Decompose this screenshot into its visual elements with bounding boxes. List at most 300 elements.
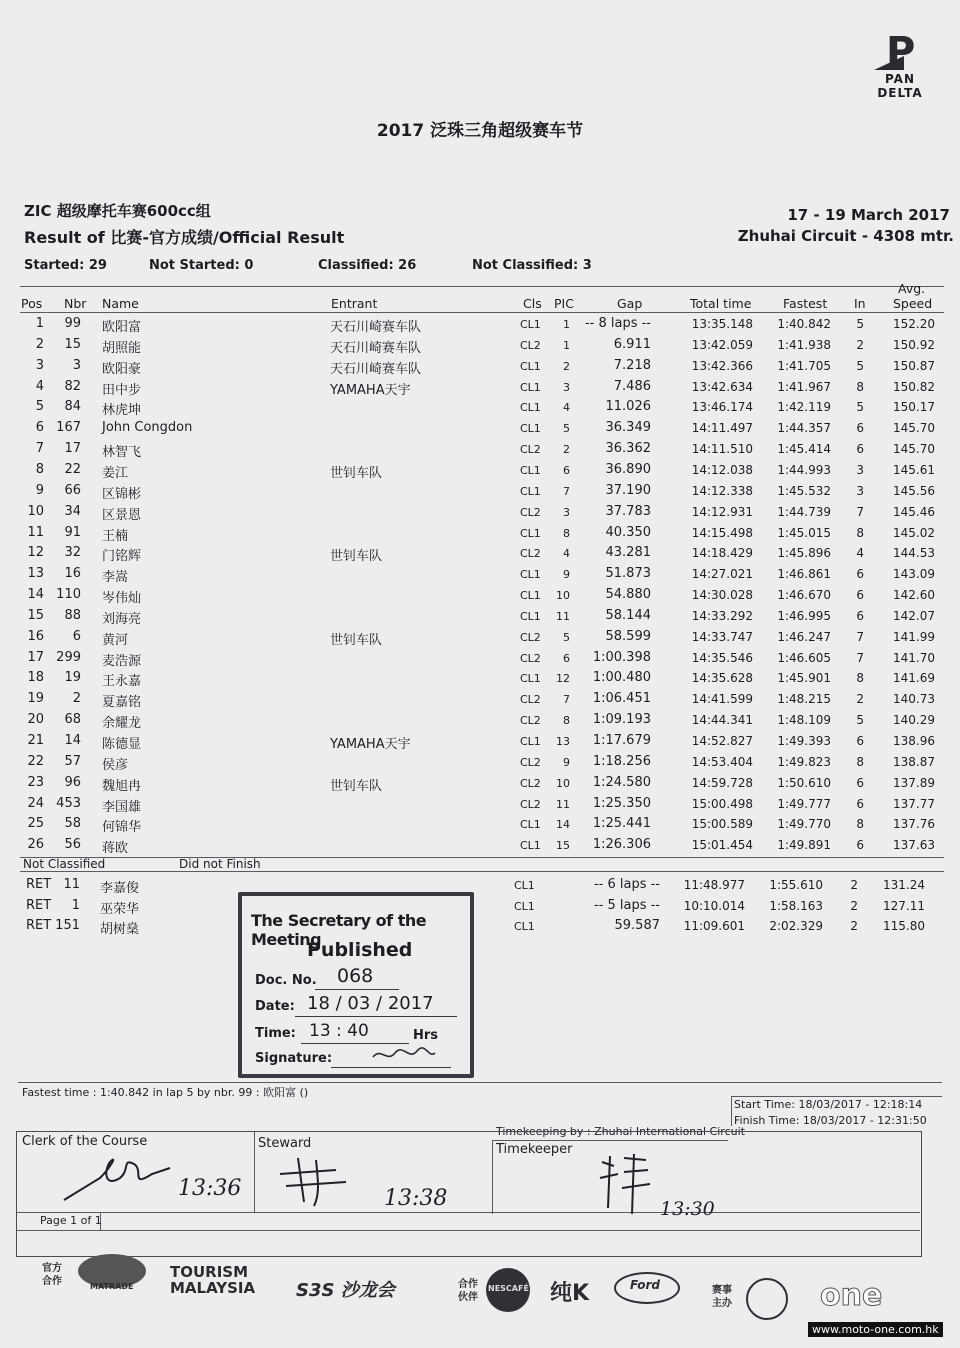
matrade-label: MATRADE: [90, 1282, 134, 1291]
result-pic: 5: [563, 422, 570, 436]
result-fastest: 1:46.670: [777, 588, 831, 603]
nc-fastest: 1:58.163: [769, 898, 823, 913]
result-lap: 3: [856, 462, 864, 477]
result-speed: 142.60: [893, 588, 935, 603]
event-date: 17 - 19 March 2017: [787, 206, 950, 224]
result-fastest: 1:45.901: [777, 671, 831, 686]
result-pic: 5: [563, 630, 570, 644]
result-pos: 5: [35, 399, 44, 415]
result-nbr: 99: [64, 316, 81, 331]
result-fastest: 1:42.119: [777, 400, 831, 415]
result-gap: 1:17.679: [592, 733, 651, 748]
nc-speed: 115.80: [883, 919, 925, 933]
result-speed: 145.61: [893, 462, 935, 477]
result-gap: 1:09.193: [592, 712, 651, 728]
result-speed: 137.89: [893, 775, 935, 790]
result-nbr: 34: [64, 503, 81, 519]
result-speed: 137.63: [893, 838, 935, 853]
result-fastest: 1:45.896: [777, 546, 831, 561]
result-gap: 51.873: [605, 566, 651, 582]
result-lap: 8: [856, 754, 864, 769]
result-pic: 2: [563, 443, 570, 457]
result-nbr: 19: [64, 670, 81, 686]
result-speed: 150.92: [893, 337, 935, 352]
result-fastest: 1:49.770: [777, 817, 831, 832]
result-lap: 3: [856, 483, 864, 498]
result-cls: CL2: [520, 651, 541, 665]
col-pos: Pos: [21, 296, 43, 311]
result-cls: CL1: [520, 818, 541, 832]
result-pos: 8: [35, 461, 44, 477]
result-total: 14:35.546: [691, 650, 753, 665]
result-nbr: 84: [64, 399, 81, 415]
result-lap: 5: [856, 713, 864, 728]
result-gap: 54.880: [605, 587, 651, 603]
result-pos: 17: [27, 649, 44, 665]
result-total: 14:12.931: [691, 504, 753, 519]
result-pos: 16: [27, 628, 44, 644]
result-row: [0, 522, 960, 543]
result-cls: CL1: [520, 735, 541, 748]
pan-delta-logo: [860, 22, 940, 100]
result-total: 14:35.628: [691, 671, 753, 686]
result-pic: 15: [556, 839, 570, 853]
pan-delta-mark-icon: P: [872, 22, 928, 70]
result-row: [0, 709, 960, 730]
organizer-logo-icon: [746, 1278, 788, 1320]
result-cls: CL2: [520, 797, 541, 811]
result-speed: 150.82: [893, 379, 935, 394]
result-nbr: 22: [64, 461, 81, 477]
result-lap: 4: [856, 546, 864, 561]
result-gap: 1:18.256: [592, 753, 651, 769]
result-pic: 7: [563, 693, 570, 707]
result-name: 麦浩源: [102, 653, 142, 669]
result-name: 魏旭冉: [102, 778, 142, 794]
stamp-line2: Published: [307, 939, 413, 961]
result-total: 15:01.454: [691, 838, 753, 853]
stat-started: Started: 29: [24, 258, 107, 273]
result-cls: CL1: [520, 380, 541, 394]
steward-label: Steward: [258, 1136, 312, 1151]
result-fastest: 1:50.610: [777, 775, 831, 790]
result-fastest: 1:49.891: [777, 838, 831, 853]
result-fastest: 1:41.938: [777, 337, 831, 352]
result-nbr: 32: [64, 545, 81, 561]
result-speed: 138.87: [893, 754, 935, 769]
result-gap: 58.599: [605, 628, 651, 644]
result-pic: 1: [563, 338, 570, 352]
result-pos: 18: [27, 670, 44, 686]
result-row: [0, 313, 960, 334]
result-fastest: 1:49.393: [777, 734, 831, 748]
result-fastest: 1:46.861: [777, 567, 831, 582]
result-name: 王永嘉: [102, 674, 142, 690]
result-name: 林虎坤: [102, 403, 142, 419]
result-name: 刘海亮: [102, 611, 142, 627]
result-gap: -- 8 laps --: [584, 316, 651, 331]
result-speed: 141.70: [893, 650, 935, 665]
result-total: 14:52.827: [691, 734, 753, 748]
result-total: 15:00.498: [691, 796, 753, 811]
result-total: 14:27.021: [691, 567, 753, 582]
result-total: 13:46.174: [691, 400, 753, 415]
nc-lap: 2: [850, 878, 858, 892]
result-total: 13:42.059: [691, 337, 753, 352]
result-speed: 137.77: [893, 796, 935, 811]
result-speed: 145.70: [893, 442, 935, 457]
result-nbr: 167: [56, 420, 81, 436]
result-pos: 26: [27, 837, 44, 853]
result-pos: 23: [27, 774, 44, 790]
result-speed: 145.70: [893, 421, 935, 436]
result-speed: 138.96: [893, 734, 935, 748]
result-row: [0, 334, 960, 355]
result-row: [0, 396, 960, 417]
result-cls: CL1: [520, 484, 541, 498]
col-speed: Speed: [893, 296, 933, 311]
stamp-signature-icon: [369, 1043, 439, 1067]
result-total: 14:12.338: [691, 483, 753, 498]
result-row: [0, 834, 960, 855]
result-nbr: 88: [64, 607, 81, 623]
result-row: [0, 667, 960, 688]
page-title: 2017 泛珠三角超级赛车节: [376, 121, 584, 141]
result-fastest: 1:44.739: [777, 504, 831, 519]
result-name: 区锦彬: [102, 486, 142, 502]
result-fastest: 1:44.993: [777, 462, 831, 477]
result-nbr: 68: [64, 712, 81, 728]
result-gap: 1:06.451: [592, 691, 651, 707]
result-fastest: 1:44.357: [777, 421, 831, 436]
fastest-time-note: Fastest time : 1:40.842 in lap 5 by nbr. 99 : 欧阳富 (): [22, 1086, 309, 1099]
result-fastest: 1:41.967: [777, 379, 831, 394]
moto-one-watermark-icon: one: [820, 1278, 883, 1313]
nc-lap: 2: [850, 898, 858, 913]
timekeeping-by: Timekeeping by : Zhuhai International Circuit: [496, 1125, 745, 1138]
col-lap: In: [854, 296, 866, 311]
result-gap: 37.190: [605, 482, 651, 498]
result-lap: 6: [856, 734, 864, 748]
result-gap: 1:24.580: [592, 774, 651, 790]
col-gap: Gap: [617, 296, 643, 311]
result-pos: 20: [27, 712, 44, 728]
result-speed: 143.09: [893, 567, 935, 582]
result-cls: CL2: [520, 338, 541, 352]
result-cls: CL1: [520, 839, 541, 853]
result-pos: 19: [27, 691, 44, 707]
nc-fastest: 1:55.610: [769, 878, 823, 892]
stat-not-classified: Not Classified: 3: [472, 258, 592, 273]
nc-nbr: 1: [71, 897, 80, 913]
nc-total: 11:09.601: [683, 919, 745, 933]
result-row: [0, 501, 960, 522]
result-fastest: 1:41.705: [777, 358, 831, 373]
result-lap: 6: [856, 796, 864, 811]
result-pic: 3: [563, 380, 570, 394]
steward-signature-icon: [276, 1150, 366, 1210]
result-pic: 9: [563, 568, 570, 582]
nc-pos: RET: [26, 897, 52, 913]
result-pos: 12: [27, 545, 44, 561]
result-row: [0, 813, 960, 834]
result-gap: 7.218: [613, 357, 651, 373]
result-cls: CL1: [520, 609, 541, 623]
result-pic: 1: [563, 318, 570, 331]
result-pic: 8: [563, 714, 570, 728]
nc-name: 胡树燊: [100, 922, 140, 937]
secretary-stamp: [238, 892, 474, 1078]
result-cls: CL2: [520, 505, 541, 519]
result-row: [0, 459, 960, 480]
result-fastest: 1:40.842: [777, 317, 831, 331]
result-name: 姜江: [102, 465, 129, 481]
result-row: [0, 730, 960, 751]
stat-not-started: Not Started: 0: [149, 258, 254, 273]
nc-nbr: 11: [63, 877, 80, 892]
result-cls: CL1: [520, 526, 541, 540]
result-pos: 1: [35, 316, 44, 331]
result-name: 李国雄: [102, 799, 142, 815]
result-lap: 6: [856, 608, 864, 623]
result-pic: 11: [556, 609, 570, 623]
col-entrant: Entrant: [331, 296, 378, 311]
result-lap: 6: [856, 838, 864, 853]
ford-label: Ford: [630, 1278, 661, 1292]
result-cls: CL2: [520, 776, 541, 790]
timekeeper-label: Timekeeper: [496, 1142, 573, 1157]
result-name: 余耀龙: [102, 716, 142, 732]
nc-pos: RET: [26, 877, 52, 892]
result-lap: 8: [856, 379, 864, 394]
result-pos: 9: [35, 482, 44, 498]
result-name: 陈德显: [102, 737, 142, 752]
result-fastest: 1:45.532: [777, 483, 831, 498]
result-name: 门铭辉: [102, 549, 142, 565]
result-lap: 8: [856, 817, 864, 832]
result-lap: 7: [856, 504, 864, 519]
result-pos: 24: [27, 795, 44, 811]
result-name: John Congdon: [102, 420, 193, 436]
stamp-date-value: 18 / 03 / 2017: [307, 993, 434, 1014]
result-total: 14:33.292: [691, 608, 753, 623]
result-lap: 2: [856, 692, 864, 707]
result-cls: CL1: [520, 463, 541, 477]
result-total: 14:59.728: [691, 775, 753, 790]
result-nbr: 66: [64, 482, 81, 498]
result-speed: 145.46: [893, 504, 935, 519]
pure-k-logo: 纯K: [550, 1281, 590, 1306]
result-speed: 150.87: [893, 358, 935, 373]
stamp-signature-label: Signature:: [255, 1051, 333, 1066]
result-gap: 1:26.306: [592, 837, 651, 853]
result-cls: CL2: [520, 443, 541, 457]
nc-name: 李嘉俊: [100, 881, 140, 896]
result-gap: 37.783: [605, 503, 651, 519]
result-entrant: YAMAHA天宇: [330, 382, 411, 398]
result-cls: CL1: [520, 318, 541, 331]
result-gap: 1:25.441: [592, 816, 651, 832]
result-pic: 6: [563, 651, 570, 665]
result-pos: 4: [35, 378, 44, 394]
result-cls: CL1: [520, 568, 541, 582]
result-fastest: 1:48.215: [777, 692, 831, 707]
stamp-doc-label: Doc. No.: [255, 973, 317, 988]
tourism-malaysia-logo: TOURISM MALAYSIA: [170, 1263, 256, 1297]
result-lap: 6: [856, 442, 864, 457]
result-name: 蒋欧: [102, 841, 129, 857]
result-total: 14:53.404: [691, 754, 753, 769]
result-entrant: 世钊车队: [330, 465, 383, 481]
result-nbr: 299: [56, 649, 81, 665]
result-fastest: 1:45.414: [777, 442, 831, 457]
result-total: 14:30.028: [691, 588, 753, 603]
result-row: [0, 376, 960, 397]
result-row: [0, 417, 960, 438]
not-classified-reason: Did not Finish: [179, 857, 261, 871]
result-name: 王楠: [102, 528, 129, 544]
result-name: 林智飞: [102, 445, 142, 461]
result-total: 14:11.497: [691, 421, 753, 436]
result-pic: 9: [563, 755, 570, 769]
result-gap: 40.350: [605, 524, 651, 540]
result-pic: 4: [563, 401, 570, 415]
result-nbr: 15: [64, 336, 81, 352]
result-pos: 2: [35, 336, 44, 352]
result-pic: 7: [563, 484, 570, 498]
result-nbr: 96: [64, 774, 81, 790]
result-nbr: 17: [64, 441, 81, 457]
nc-gap: -- 5 laps --: [593, 897, 660, 913]
result-row: [0, 605, 960, 626]
nc-cls: CL1: [514, 879, 535, 892]
result-speed: 145.56: [893, 483, 935, 498]
finish-time: Finish Time: 18/03/2017 - 12:31:50: [734, 1114, 927, 1127]
nc-total: 10:10.014: [683, 898, 745, 913]
nc-gap: 59.587: [614, 918, 660, 933]
result-speed: 140.73: [893, 692, 935, 707]
result-total: 14:44.341: [691, 713, 753, 728]
result-speed: 145.02: [893, 525, 935, 540]
result-row: [0, 480, 960, 501]
result-pic: 12: [556, 672, 570, 686]
result-fastest: 1:46.605: [777, 650, 831, 665]
nc-speed: 131.24: [883, 878, 925, 892]
steward-time: 13:38: [384, 1186, 448, 1211]
col-pic: PIC: [554, 296, 574, 311]
result-entrant: 世钊车队: [330, 778, 383, 794]
result-name: 欧阳富: [102, 320, 142, 335]
result-lap: 6: [856, 775, 864, 790]
clerk-label: Clerk of the Course: [22, 1134, 148, 1149]
nc-cls: CL1: [514, 899, 535, 913]
result-pos: 3: [35, 357, 44, 373]
result-entrant: 天石川崎赛车队: [330, 320, 422, 335]
result-nbr: 14: [64, 733, 81, 748]
result-pos: 13: [27, 566, 44, 582]
result-pos: 11: [27, 524, 44, 540]
stamp-time-label: Time:: [255, 1026, 296, 1041]
result-nbr: 453: [56, 795, 81, 811]
result-nbr: 91: [64, 524, 81, 540]
col-fastest: Fastest: [783, 296, 828, 311]
col-nbr: Nbr: [64, 296, 87, 311]
result-nbr: 56: [64, 837, 81, 853]
official-partner-label: 官方 合作: [42, 1263, 62, 1287]
result-nbr: 3: [72, 357, 81, 373]
result-speed: 137.76: [893, 817, 935, 832]
result-row: [0, 793, 960, 814]
result-lap: 6: [856, 567, 864, 582]
result-gap: 36.349: [605, 420, 651, 436]
result-lap: 8: [856, 525, 864, 540]
result-cls: CL1: [520, 672, 541, 686]
result-cls: CL1: [520, 589, 541, 603]
result-cls: CL1: [520, 401, 541, 415]
result-fastest: 1:49.823: [777, 754, 831, 769]
result-row: [0, 438, 960, 459]
nc-pos: RET: [26, 918, 52, 933]
result-title: Result of 比赛-官方成绩/Official Result: [24, 228, 345, 247]
result-lap: 5: [856, 317, 864, 331]
result-lap: 7: [856, 650, 864, 665]
result-lap: 5: [856, 400, 864, 415]
result-cls: CL2: [520, 693, 541, 707]
result-cls: CL2: [520, 714, 541, 728]
nc-row: [0, 874, 960, 895]
result-gap: 11.026: [605, 399, 651, 415]
result-total: 13:42.634: [691, 379, 753, 394]
result-entrant: 天石川崎赛车队: [330, 361, 422, 377]
result-row: [0, 355, 960, 376]
result-total: 14:12.038: [691, 462, 753, 477]
result-fastest: 1:46.247: [777, 629, 831, 644]
result-fastest: 1:49.777: [777, 796, 831, 811]
result-cls: CL1: [520, 359, 541, 373]
result-name: 黄河: [102, 632, 129, 648]
brand-name: PAN DELTA: [877, 72, 923, 100]
nc-name: 巫荣华: [100, 901, 140, 917]
organizer-label: 赛事 主办: [712, 1285, 732, 1309]
nc-nbr: 151: [55, 918, 80, 933]
result-pos: 10: [27, 503, 44, 519]
watermark-url: www.moto-one.com.hk: [808, 1322, 943, 1337]
result-nbr: 6: [72, 628, 81, 644]
result-gap: 58.144: [605, 607, 651, 623]
result-row: [0, 688, 960, 709]
stat-classified: Classified: 26: [318, 258, 417, 273]
result-name: 岑伟灿: [102, 591, 142, 607]
result-row: [0, 542, 960, 563]
stamp-date-label: Date:: [255, 999, 295, 1014]
result-row: [0, 584, 960, 605]
result-fastest: 1:46.995: [777, 608, 831, 623]
clerk-signature-icon: [60, 1148, 180, 1208]
result-gap: 7.486: [613, 378, 651, 394]
result-entrant: YAMAHA天宇: [330, 737, 411, 752]
result-nbr: 16: [64, 566, 81, 582]
stamp-time-unit: Hrs: [413, 1028, 439, 1043]
result-pic: 8: [563, 526, 570, 540]
result-speed: 140.29: [893, 713, 935, 728]
result-pic: 3: [563, 505, 570, 519]
page-number: Page 1 of 1: [40, 1214, 102, 1227]
result-nbr: 82: [64, 378, 81, 394]
nc-total: 11:48.977: [683, 878, 745, 892]
result-pic: 4: [563, 547, 570, 561]
result-name: 侯彦: [102, 757, 129, 773]
result-pos: 22: [27, 753, 44, 769]
